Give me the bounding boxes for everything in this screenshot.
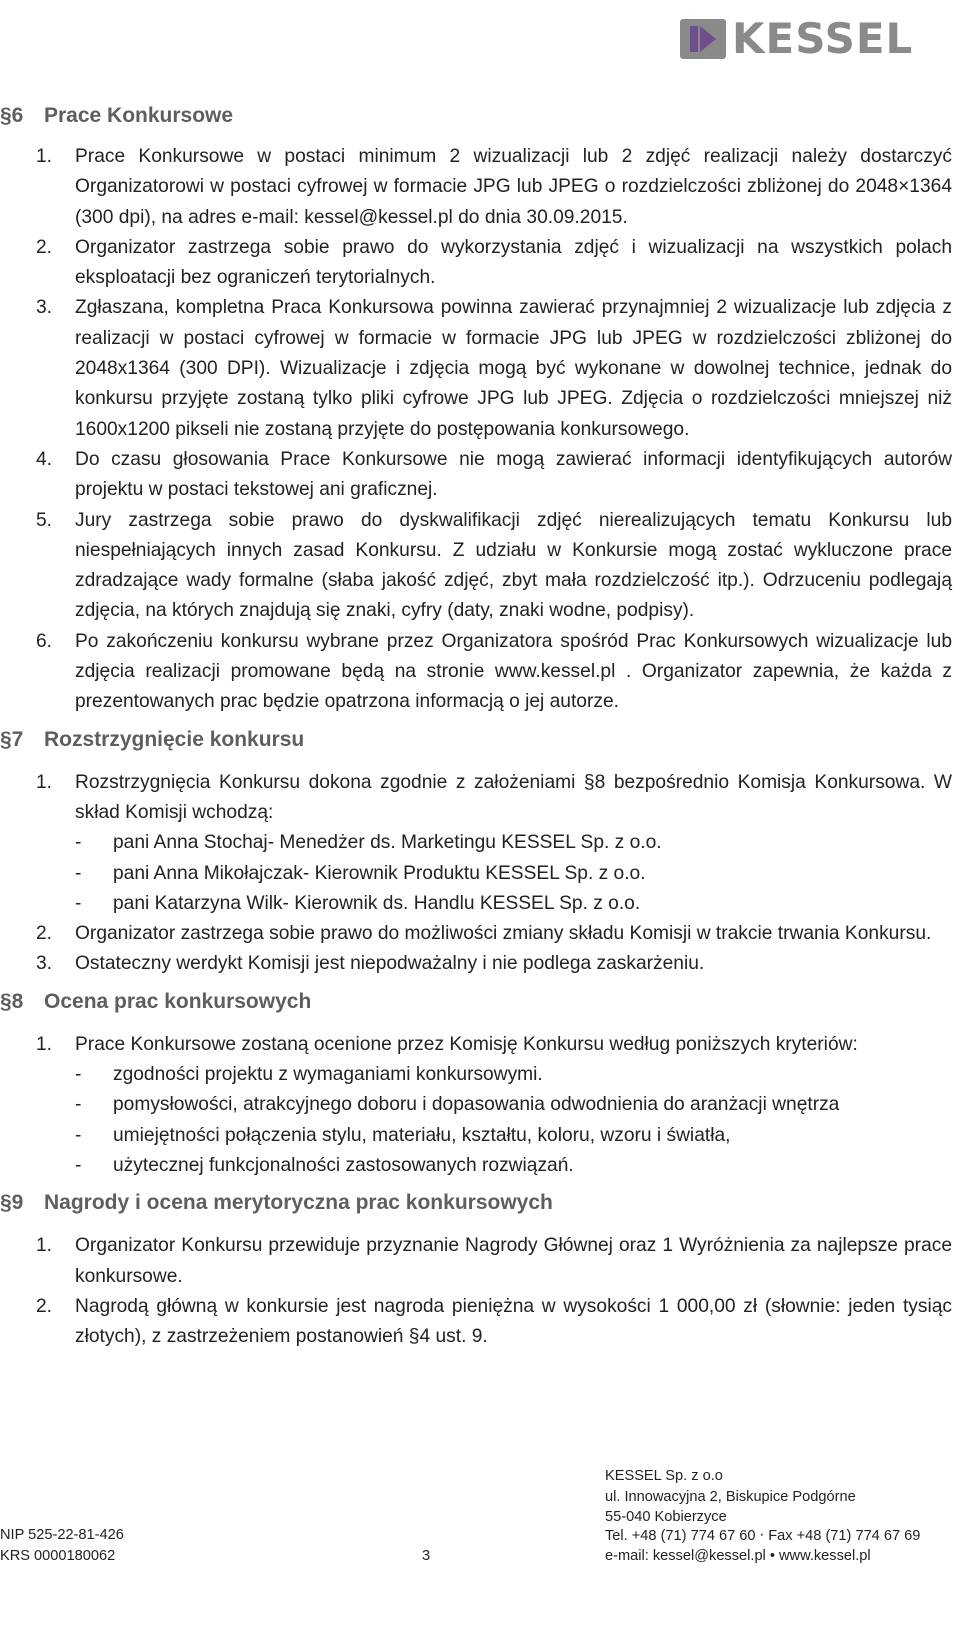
criterion-text: pomysłowości, atrakcyjnego doboru i dopasowania odwodnienia do aranżacji wnętrza bbox=[113, 1094, 840, 1116]
dash-bullet: - bbox=[75, 1154, 82, 1176]
criterion bbox=[0, 1060, 960, 1090]
committee-member bbox=[0, 889, 960, 919]
section-heading bbox=[0, 1189, 960, 1217]
item-text: Po zakończeniu konkursu wybrane przez Organizatora spośród Prac Konkursowych wizualizacje lub zdjęcia realizacji promowane będą na stronie www.kessel.pl . Organizator zapewnia, że każda z prezentowanych prac będzie opatrzona informacją o jej autorze. bbox=[75, 630, 952, 713]
section-heading bbox=[0, 988, 960, 1016]
dash-bullet: - bbox=[75, 1094, 82, 1116]
section-title: Rozstrzygnięcie konkursu bbox=[44, 727, 305, 751]
page-number: 3 bbox=[422, 1548, 431, 1564]
item-number: 3. bbox=[36, 953, 53, 975]
list-item bbox=[0, 142, 952, 233]
kessel-logo-mark-icon bbox=[680, 19, 726, 59]
section-number: §6 bbox=[0, 104, 24, 127]
document-body bbox=[0, 102, 960, 1352]
item-number: 6. bbox=[36, 630, 53, 652]
item-number: 4. bbox=[36, 448, 53, 470]
committee-member bbox=[0, 828, 960, 858]
item-number: 1. bbox=[36, 146, 53, 167]
footer-nip: NIP 525-22-81-426 bbox=[0, 1527, 124, 1543]
list-item bbox=[0, 1292, 952, 1353]
dash-bullet: - bbox=[75, 862, 82, 884]
section-number: §8 bbox=[0, 989, 24, 1013]
dash-bullet: - bbox=[75, 1124, 82, 1146]
list-item bbox=[0, 233, 952, 294]
list-item bbox=[0, 445, 952, 506]
section-title: Prace Konkursowe bbox=[44, 104, 234, 127]
footer-tel-fax: Tel. +48 (71) 774 67 60 ‧ Fax +48 (71) 774 67 69 bbox=[605, 1528, 921, 1544]
criterion-text: zgodności projektu z wymaganiami konkursowymi. bbox=[113, 1064, 543, 1086]
item-number: 1. bbox=[36, 1033, 53, 1055]
criteria-list bbox=[0, 1060, 960, 1181]
item-text: Jury zastrzega sobie prawo do dyskwalifikacji zdjęć nierealizujących tematu Konkursu lub niespełniających innych zasad Konkursu. Z udziału w Konkursie mogą zostać wykluczone prace zdradzające wady formalne (słaba jakość zdjęć, zbyt mała rozdzielczość itp.). Odrzuceniu podlegają zdjęcia, na których znajdują się znaki, cyfry (daty, znaki wodne, podpisy). bbox=[75, 509, 952, 622]
numbered-list bbox=[0, 1231, 960, 1352]
list-item bbox=[0, 293, 952, 444]
criterion bbox=[0, 1151, 960, 1181]
item-text: Organizator zastrzega sobie prawo do możliwości zmiany składu Komisji w trakcie trwania Konkursu. bbox=[75, 923, 932, 945]
item-text: Organizator zastrzega sobie prawo do wykorzystania zdjęć i wizualizacji na wszystkich polach eksploatacji bez ograniczeń terytorialnych. bbox=[75, 236, 952, 289]
criterion-text: użytecznej funkcjonalności zastosowanych rozwiązań. bbox=[113, 1154, 574, 1176]
section-heading bbox=[0, 102, 960, 130]
item-number: 2. bbox=[36, 1295, 53, 1317]
committee-member bbox=[0, 859, 960, 889]
section-title: Nagrody i ocena merytoryczna prac konkursowych bbox=[44, 1191, 553, 1215]
item-text: Ostateczny werdykt Komisji jest niepodważalny i nie podlega zaskarżeniu. bbox=[75, 953, 705, 975]
dash-bullet: - bbox=[75, 1064, 82, 1086]
dash-bullet: - bbox=[75, 832, 82, 854]
criterion bbox=[0, 1121, 960, 1151]
member-text: pani Katarzyna Wilk- Kierownik ds. Handlu KESSEL Sp. z o.o. bbox=[113, 892, 641, 914]
item-text: Zgłaszana, kompletna Praca Konkursowa powinna zawierać przynajmniej 2 wizualizacje lub zdjęcia z realizacji w postaci cyfrowej w formacie w formacie JPG lub JPEG w rozdzielczości zbliżonej do 2048x1364 (300 DPI). Wizualizacje i zdjęcia mogą być wykonane w dowolnej technice, jednak do konkursu przyjęte zostaną tylko pliki cyfrowe JPG lub JPEG. Zdjęcia o rozdzielczości mniejszej niż 1600x1200 pikseli nie zostaną przyjęte do postępowania konkursowego. bbox=[75, 297, 952, 440]
section-title: Ocena prac konkursowych bbox=[44, 989, 312, 1013]
criterion-text: umiejętności połączenia stylu, materiału, kształtu, koloru, wzoru i światła, bbox=[113, 1124, 731, 1146]
section-number: §7 bbox=[0, 727, 24, 751]
numbered-list bbox=[0, 1030, 960, 1060]
item-text: Organizator Konkursu przewiduje przyznanie Nagrody Głównej oraz 1 Wyróżnienia za najlepsze prace konkursowe. bbox=[75, 1235, 952, 1287]
numbered-list bbox=[0, 919, 960, 980]
member-text: pani Anna Stochaj- Menedżer ds. Marketingu KESSEL Sp. z o.o. bbox=[113, 832, 662, 854]
list-item bbox=[0, 1030, 952, 1060]
footer-krs: KRS 0000180062 bbox=[0, 1548, 116, 1564]
item-number: 2. bbox=[36, 923, 53, 945]
footer-street: ul. Innowacyjna 2, Biskupice Podgórne bbox=[605, 1489, 856, 1505]
kessel-logo bbox=[680, 14, 930, 64]
item-number: 1. bbox=[36, 771, 53, 793]
item-number: 3. bbox=[36, 297, 53, 319]
item-number: 2. bbox=[36, 236, 53, 258]
item-text: Prace Konkursowe w postaci minimum 2 wizualizacji lub 2 zdjęć realizacji należy dostarczyć Organizatorowi w postaci cyfrowej w formacie JPG lub JPEG o rozdzielczości zbliżonej do 2048×1364 (300 dpi), na adres e-mail: kessel@kessel.pl do dnia 30.09.2015. bbox=[75, 146, 952, 228]
list-item bbox=[0, 1231, 952, 1292]
item-text: Do czasu głosowania Prace Konkursowe nie mogą zawierać informacji identyfikujących autorów projektu w postaci tekstowej ani graficznej. bbox=[75, 448, 952, 501]
member-text: pani Anna Mikołajczak- Kierownik Produktu KESSEL Sp. z o.o. bbox=[113, 862, 646, 884]
logo-text: KESSEL bbox=[732, 14, 914, 63]
footer-email-www: e-mail: kessel@kessel.pl • www.kessel.pl bbox=[605, 1548, 871, 1564]
dash-bullet: - bbox=[75, 892, 82, 914]
numbered-list bbox=[0, 768, 960, 829]
section-number: §9 bbox=[0, 1191, 24, 1215]
list-item bbox=[0, 627, 952, 718]
item-text: Rozstrzygnięcia Konkursu dokona zgodnie z założeniami §8 bezpośrednio Komisja Konkursowa. W skład Komisji wchodzą: bbox=[75, 771, 952, 823]
committee-list bbox=[0, 828, 960, 919]
list-item bbox=[0, 949, 952, 979]
footer-city: 55-040 Kobierzyce bbox=[605, 1509, 727, 1525]
item-number: 5. bbox=[36, 509, 53, 531]
criterion bbox=[0, 1090, 960, 1120]
numbered-list bbox=[0, 142, 960, 718]
list-item bbox=[0, 768, 952, 829]
section-heading bbox=[0, 726, 960, 754]
item-text: Prace Konkursowe zostaną ocenione przez Komisję Konkursu według poniższych kryteriów: bbox=[75, 1033, 858, 1055]
item-text: Nagrodą główną w konkursie jest nagroda pieniężna w wysokości 1 000,00 zł (słownie: jeden tysiąc złotych), z zastrzeżeniem postanowień §4 ust. 9. bbox=[75, 1295, 952, 1348]
item-number: 1. bbox=[36, 1235, 53, 1257]
list-item bbox=[0, 506, 952, 627]
footer-company: KESSEL Sp. z o.o bbox=[605, 1468, 723, 1484]
list-item bbox=[0, 919, 952, 949]
